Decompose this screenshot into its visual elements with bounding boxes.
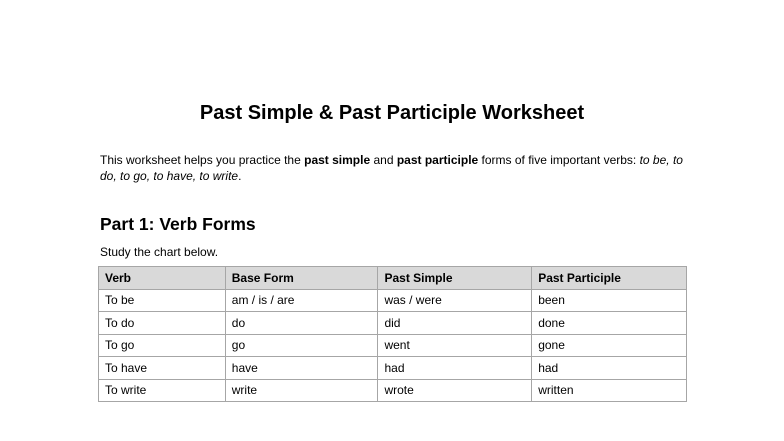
table-row bbox=[99, 312, 687, 335]
table-cell: To be bbox=[99, 289, 226, 312]
intro-bold-past-participle: past participle bbox=[396, 153, 479, 167]
table-row bbox=[99, 357, 687, 380]
table-cell: been bbox=[532, 289, 687, 312]
table-cell: do bbox=[225, 312, 378, 335]
section-heading-part-1: Part 1: Verb Forms bbox=[100, 214, 256, 234]
section-instruction: Study the chart below. bbox=[100, 245, 219, 259]
table-cell: write bbox=[225, 379, 378, 402]
table-cell: went bbox=[378, 334, 532, 357]
intro-text-2: and bbox=[370, 153, 397, 167]
table-cell: To write bbox=[99, 379, 226, 402]
table-cell: gone bbox=[532, 334, 687, 357]
column-header-verb: Verb bbox=[99, 267, 226, 290]
intro-paragraph bbox=[100, 152, 690, 184]
table-row bbox=[99, 379, 687, 402]
table-cell: To do bbox=[99, 312, 226, 335]
table-cell: was / were bbox=[378, 289, 532, 312]
table-row bbox=[99, 334, 687, 357]
column-header-past-simple: Past Simple bbox=[378, 267, 532, 290]
table-cell: wrote bbox=[378, 379, 532, 402]
table-cell: go bbox=[225, 334, 378, 357]
document-title: Past Simple & Past Participle Worksheet bbox=[199, 102, 585, 124]
table-cell: written bbox=[532, 379, 687, 402]
table-cell: done bbox=[532, 312, 687, 335]
table-cell: am / is / are bbox=[225, 289, 378, 312]
table-row bbox=[99, 289, 687, 312]
table-cell: have bbox=[225, 357, 378, 380]
intro-bold-past-simple: past simple bbox=[304, 153, 371, 167]
intro-text-1: This worksheet helps you practice the bbox=[100, 153, 305, 167]
table-header-row bbox=[99, 267, 687, 290]
verb-forms-table bbox=[98, 266, 687, 402]
column-header-past-participle: Past Participle bbox=[532, 267, 687, 290]
table-cell: did bbox=[378, 312, 532, 335]
table-cell: To have bbox=[99, 357, 226, 380]
column-header-base-form: Base Form bbox=[225, 267, 378, 290]
table-cell: To go bbox=[99, 334, 226, 357]
intro-italic-verb-list: to be, to do, to go, to have, to write bbox=[100, 153, 683, 183]
table-cell: had bbox=[378, 357, 532, 380]
intro-text-3: forms of five important verbs: bbox=[478, 153, 640, 167]
intro-text-4: . bbox=[238, 169, 242, 183]
table-cell: had bbox=[532, 357, 687, 380]
